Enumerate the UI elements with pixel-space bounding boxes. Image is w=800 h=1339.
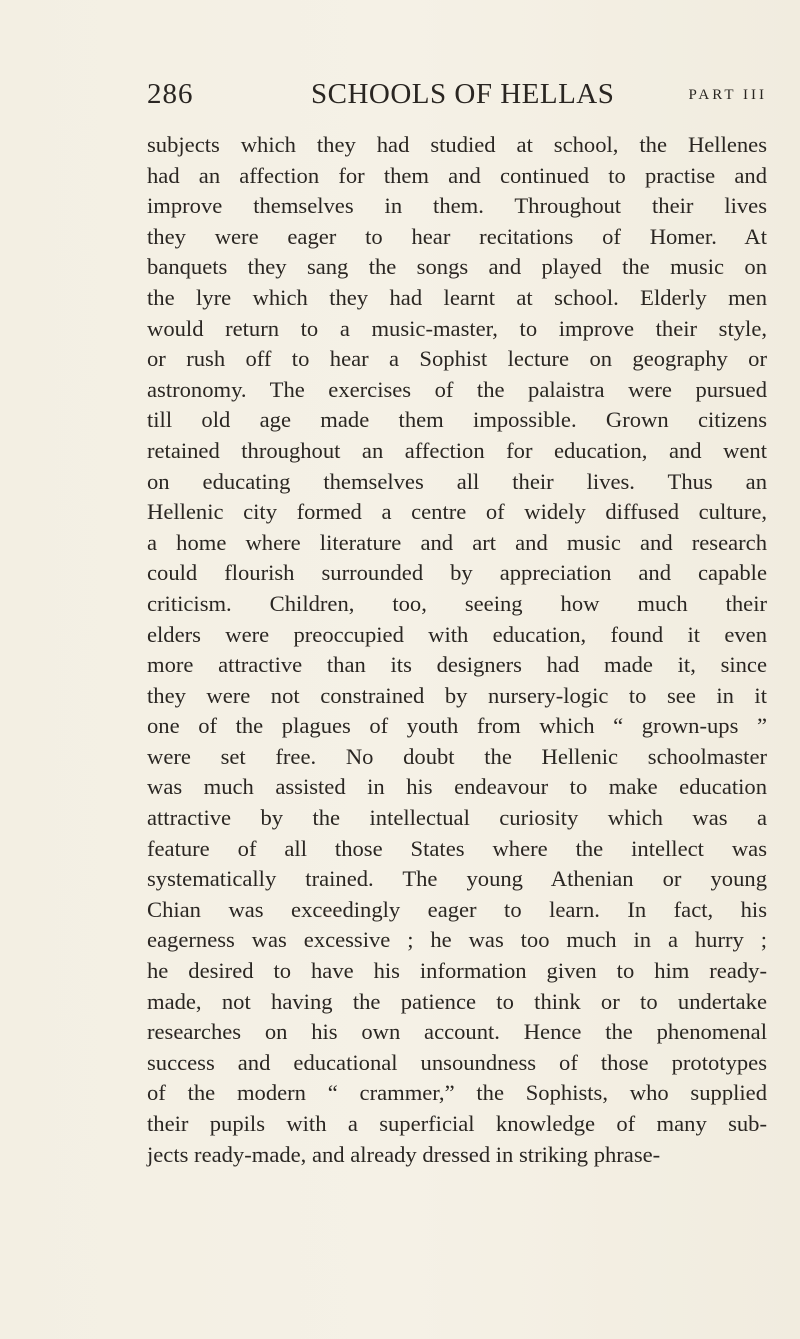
text-line: banquets they sang the songs and played the music on xyxy=(147,254,767,280)
text-line: till old age made them impossible. Grown citizens xyxy=(147,407,767,433)
text-line: subjects which they had studied at school, the Hellenes xyxy=(147,132,767,157)
text-line: they were not constrained by nursery-logic to see in it xyxy=(147,682,767,708)
text-line: would return to a music-master, to improve their style, xyxy=(147,315,767,341)
text-line: astronomy. The exercises of the palaistra were pursued xyxy=(147,376,767,402)
text-line: made, not having the patience to think or to undertake xyxy=(147,988,767,1014)
text-line: elders were preoccupied with education, found it even xyxy=(147,621,767,647)
text-line: eagerness was excessive ; he was too much in a hurry ; xyxy=(147,927,767,953)
text-line: on educating themselves all their lives. Thus an xyxy=(147,468,767,494)
text-line: retained throughout an affection for education, and went xyxy=(147,437,767,463)
text-line: or rush off to hear a Sophist lecture on geography or xyxy=(147,346,767,372)
text-line: their pupils with a superficial knowledge of many sub- xyxy=(147,1111,767,1136)
text-line: researches on his own account. Hence the phenomenal xyxy=(147,1019,767,1045)
text-line: a home where literature and art and music and research xyxy=(147,529,767,555)
text-line: they were eager to hear recitations of Homer. At xyxy=(147,223,767,249)
text-line: Hellenic city formed a centre of widely diffused culture, xyxy=(147,499,767,525)
text-line: systematically trained. The young Athenian or young xyxy=(147,866,767,892)
part-label: PART III xyxy=(688,87,767,103)
text-line: was much assisted in his endeavour to make education xyxy=(147,774,767,800)
text-line: were set free. No doubt the Hellenic schoolmaster xyxy=(147,743,767,769)
page-number: 286 xyxy=(147,78,194,110)
running-title: SCHOOLS OF HELLAS xyxy=(311,78,615,110)
text-line: attractive by the intellectual curiosity which was a xyxy=(147,805,767,831)
text-line: criticism. Children, too, seeing how much their xyxy=(147,590,767,616)
text-line: he desired to have his information given to him ready- xyxy=(147,958,767,984)
text-line: success and educational unsoundness of those prototypes xyxy=(147,1049,767,1075)
text-line: one of the plagues of youth from which “ grown-ups ” xyxy=(147,713,767,739)
text-line: of the modern “ crammer,” the Sophists, who supplied xyxy=(147,1080,767,1106)
page-header xyxy=(147,78,767,118)
text-line: could flourish surrounded by appreciation and capable xyxy=(147,560,767,586)
text-line: more attractive than its designers had made it, since xyxy=(147,652,767,678)
body-text xyxy=(147,130,767,1170)
text-line: improve themselves in them. Throughout their lives xyxy=(147,193,767,219)
text-line: jects ready-made, and already dressed in striking phrase- xyxy=(147,1141,661,1167)
text-line: the lyre which they had learnt at school. Elderly men xyxy=(147,284,767,310)
text-line: Chian was exceedingly eager to learn. In fact, his xyxy=(147,896,767,922)
text-line: had an affection for them and continued to practise and xyxy=(147,162,767,188)
text-line: feature of all those States where the intellect was xyxy=(147,835,767,861)
